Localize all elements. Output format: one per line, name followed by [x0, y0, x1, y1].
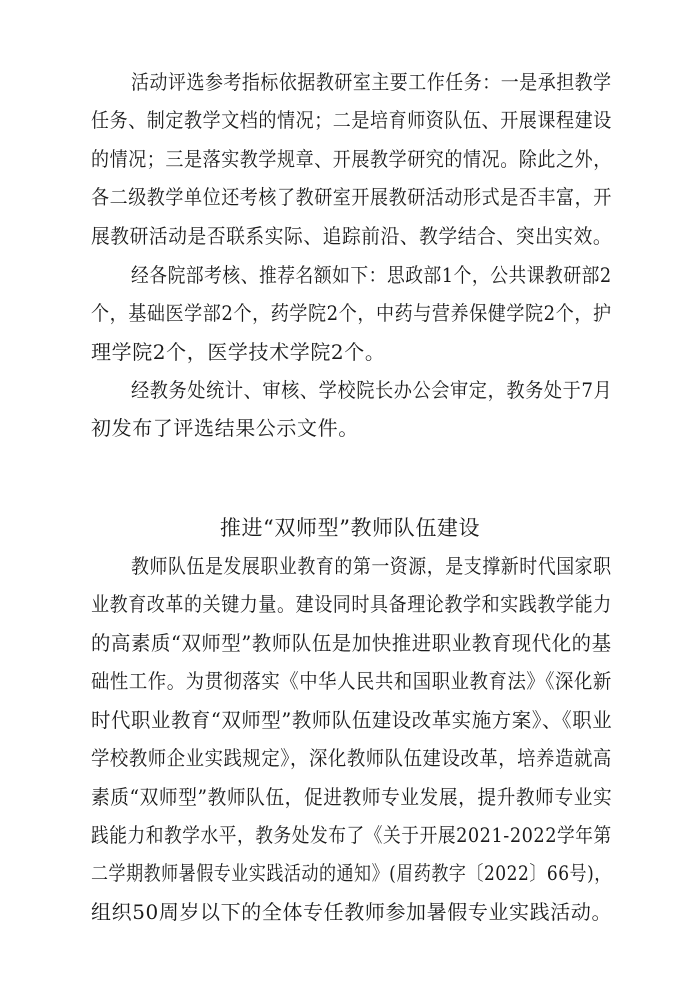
paragraph-line: 各二级教学单位还考核了教研室开展教研活动形式是否丰富，开 — [91, 185, 612, 209]
paragraph-line: 二学期教师暑假专业实践活动的通知》(眉药教字〔2022〕66号)， — [91, 861, 612, 885]
paragraph-line: 展教研活动是否联系实际、追踪前沿、教学结合、突出实效。 — [91, 224, 613, 248]
paragraph-line: 学校教师企业实践规定》，深化教师队伍建设改革，培养造就高 — [91, 746, 612, 770]
paragraph-line: 素质“双师型”教师队伍，促进教师专业发展，提升教师专业实 — [91, 785, 613, 809]
paragraph-line: 组织50周岁以下的全体专任教师参加暑假专业实践活动。 — [91, 900, 613, 924]
paragraph-line: 经教务处统计、审核、学校院长办公会审定，教务处于7月 — [131, 378, 613, 402]
paragraph-line: 础性工作。为贯彻落实《中华人民共和国职业教育法》《深化新 — [91, 669, 612, 693]
paragraph-line: 理学院2个，医学技术学院2个。 — [91, 340, 386, 364]
paragraph-line: 个，基础医学部2个，药学院2个，中药与营养保健学院2个，护 — [91, 301, 612, 325]
paragraph-line: 初发布了评选结果公示文件。 — [91, 416, 359, 440]
paragraph-line: 的高素质“双师型”教师队伍是加快推进职业教育现代化的基 — [91, 631, 612, 655]
section-title: 推进“双师型”教师队伍建设 — [219, 516, 481, 540]
paragraph-line: 经各院部考核、推荐名额如下：思政部1个，公共课教研部2 — [131, 263, 612, 287]
paragraph-line: 的情况；三是落实教学规章、开展教学研究的情况。除此之外， — [91, 147, 612, 171]
paragraph-line: 践能力和教学水平，教务处发布了《关于开展2021-2022学年第 — [91, 823, 612, 847]
paragraph-line: 业教育改革的关键力量。建设同时具备理论教学和实践教学能力 — [91, 592, 612, 616]
paragraph-line: 时代职业教育“双师型”教师队伍建设改革实施方案》、《职业 — [91, 708, 613, 732]
paragraph-line: 任务、制定教学文档的情况；二是培育师资队伍、开展课程建设 — [91, 108, 612, 132]
paragraph-line: 活动评选参考指标依据教研室主要工作任务：一是承担教学 — [131, 70, 612, 94]
paragraph-line: 教师队伍是发展职业教育的第一资源，是支撑新时代国家职 — [131, 554, 612, 578]
